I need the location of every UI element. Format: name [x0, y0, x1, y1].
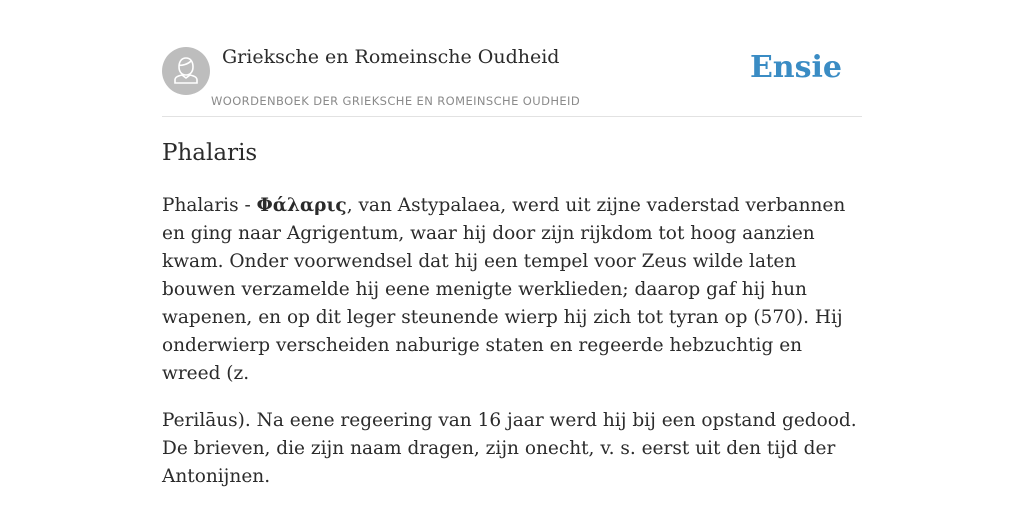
brand-logo[interactable]: Ensie: [749, 50, 842, 85]
entry-paragraph: [162, 192, 862, 388]
entry-title: Phalaris: [162, 140, 258, 166]
user-icon[interactable]: [162, 47, 210, 95]
entry-lead: Phalaris -: [162, 195, 257, 216]
greek-term: Φάλαρις: [256, 195, 347, 216]
entry-body: [162, 192, 862, 510]
entry-text: , van Astypalaea, werd uit zijne vaderstad verbannen en ging naar Agrigentum, waar hij door zijn rijkdom tot hoog aanzien kwam. Onder voorwendsel dat hij een tempel voor Zeus wilde laten bouwen verzamelde hij eene menigte werklieden; daarop gaf hij hun wapenen, en op dit leger steunende wierp hij zich tot tyran op (570). Hij onderwierp verscheiden naburige staten en regeerde hebzuchtig en wreed (z.: [162, 195, 846, 384]
header: [162, 40, 862, 117]
entry-paragraph: Perilāus). Na eene regeering van 16 jaar werd hij bij een opstand gedood. De brieven, die zijn naam dragen, zijn onecht, v. s. eerst uit den tijd der Antonijnen.: [162, 410, 857, 487]
site-subtitle: WOORDENBOEK DER GRIEKSCHE EN ROMEINSCHE OUDHEID: [211, 94, 581, 108]
site-title[interactable]: Grieksche en Romeinsche Oudheid: [222, 46, 560, 68]
